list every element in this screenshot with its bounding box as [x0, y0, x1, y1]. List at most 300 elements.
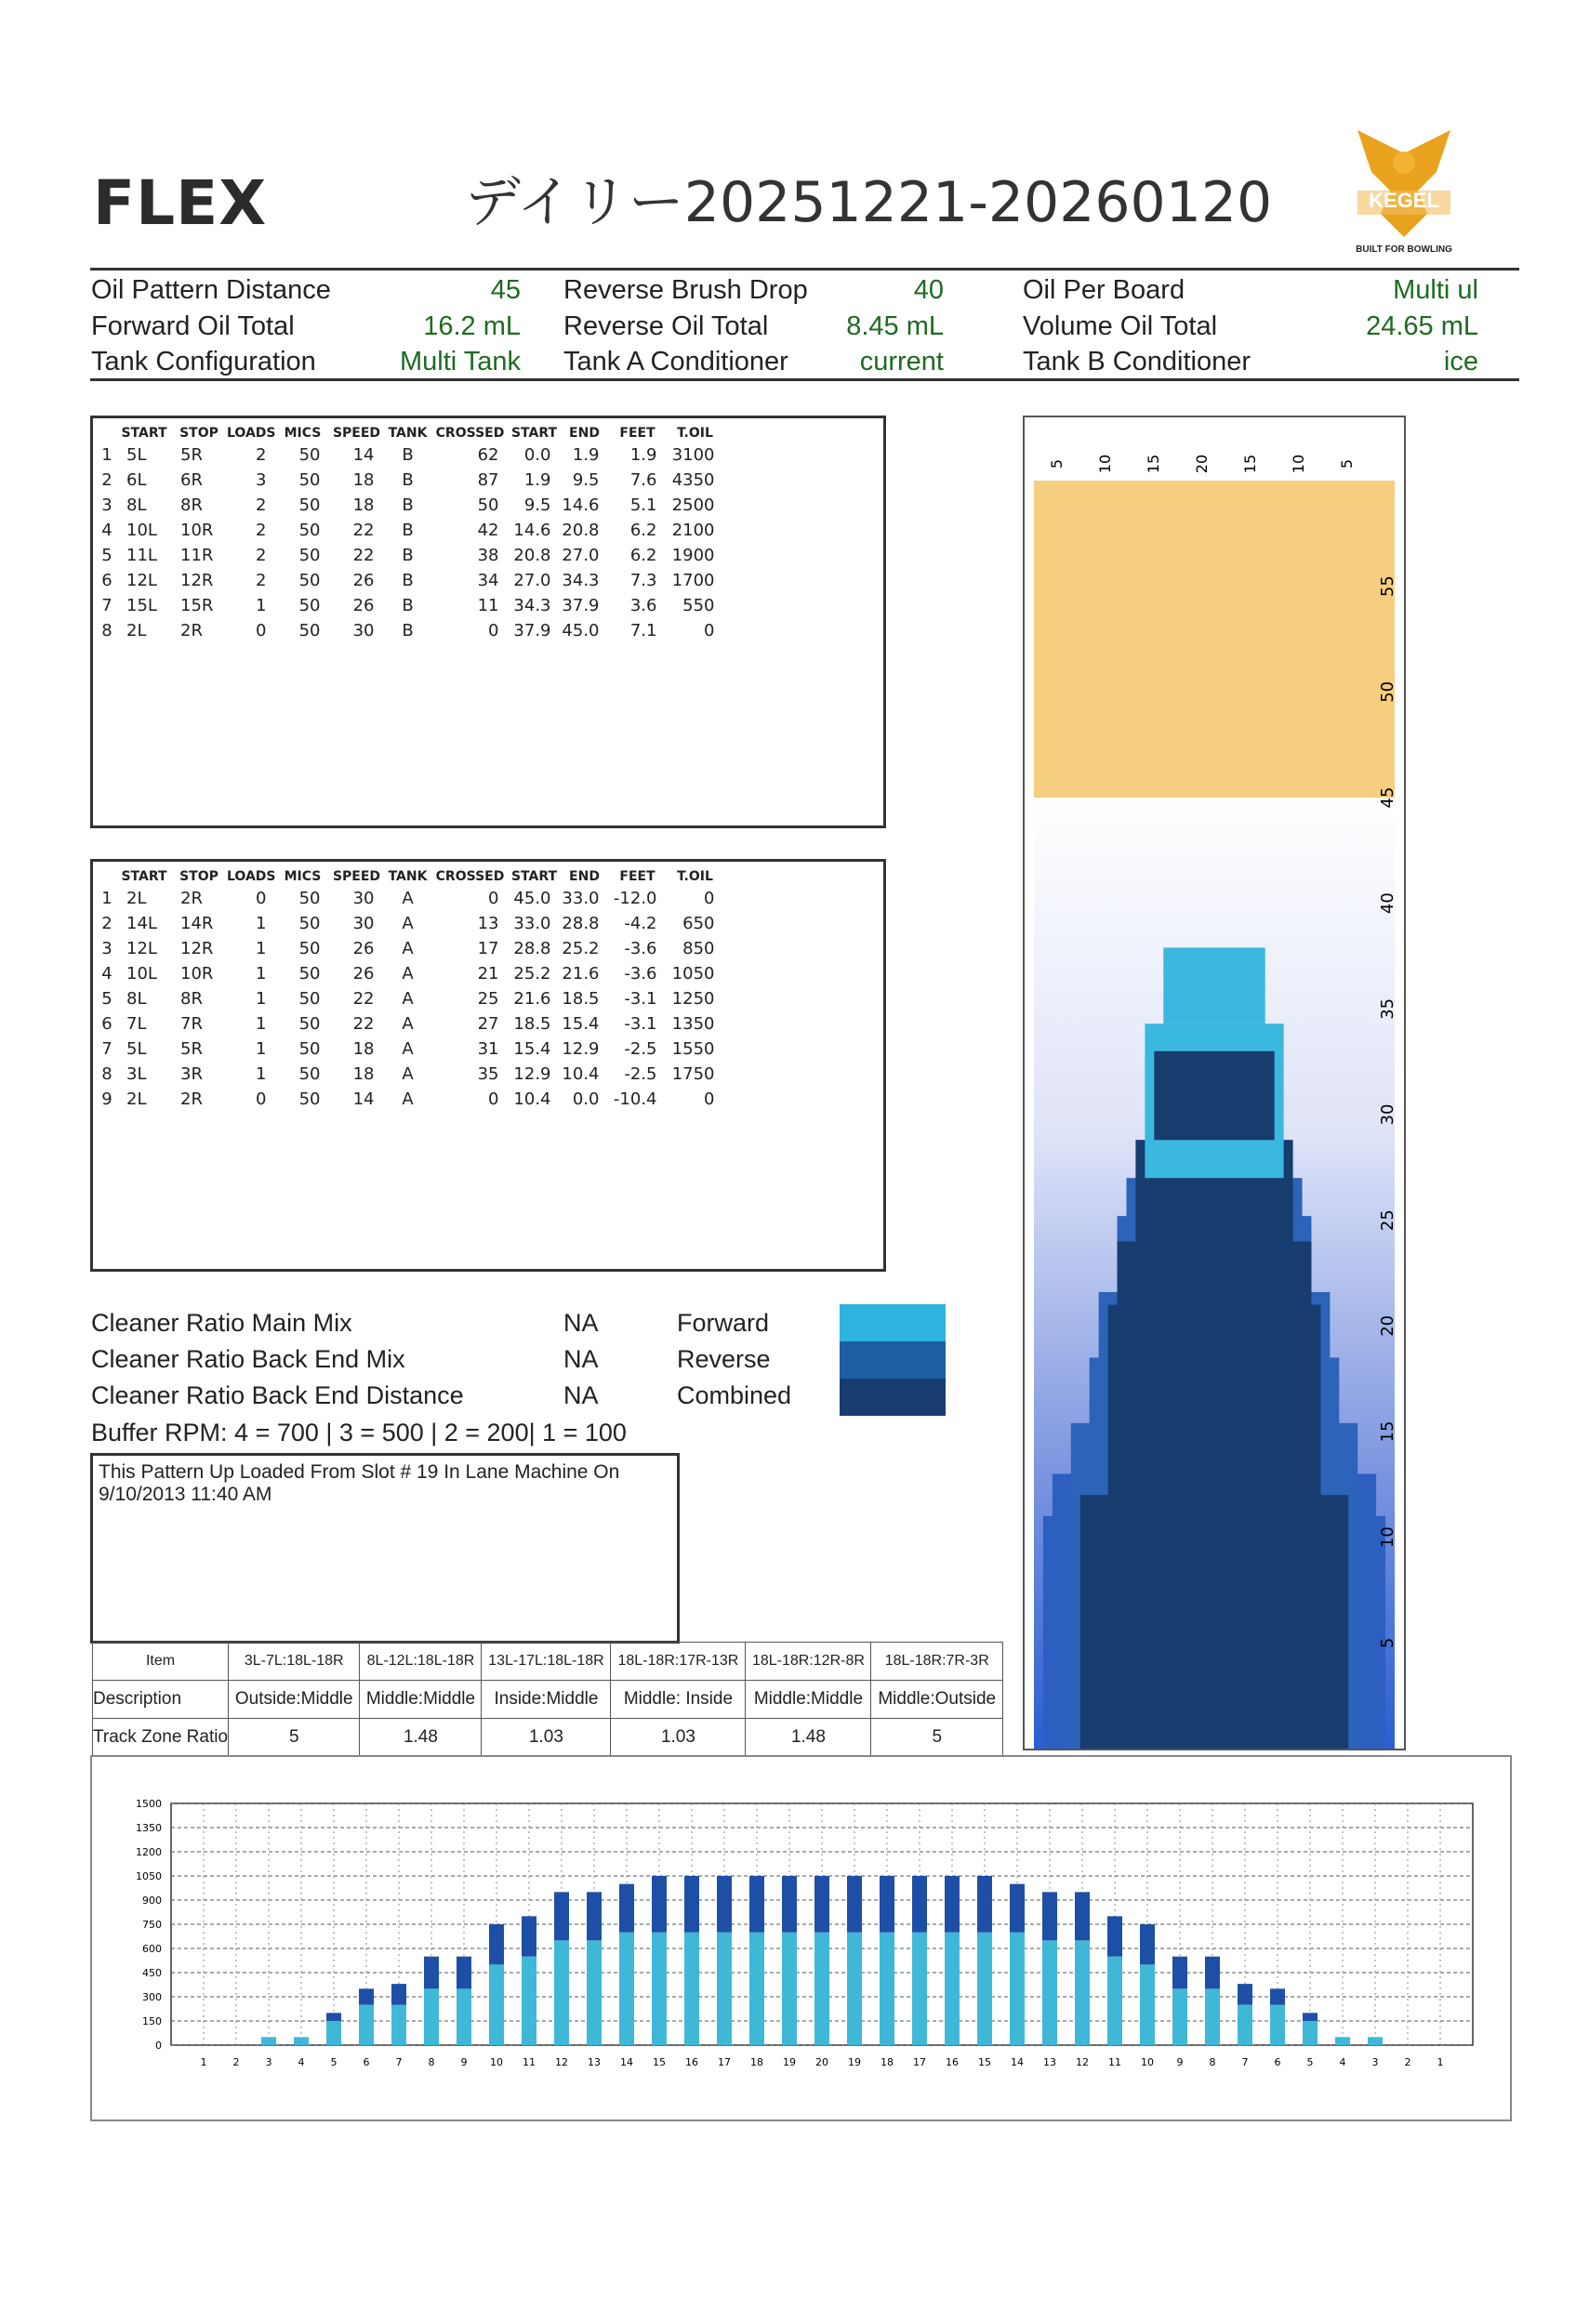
- table-cell: 50: [477, 495, 499, 515]
- bar-reverse: [977, 1876, 992, 1933]
- bar-forward: [261, 2037, 276, 2045]
- table-cell: A: [402, 989, 414, 1009]
- table-cell: 7R: [180, 1014, 203, 1034]
- column-header: T.OIL: [677, 869, 713, 884]
- table-cell: 1: [256, 964, 267, 984]
- bar-reverse: [522, 1916, 536, 1956]
- bar-forward: [1042, 1940, 1057, 2045]
- table-cell: 2: [256, 546, 267, 565]
- x-tick-label: 2: [232, 2056, 240, 2068]
- x-tick-label: 6: [1274, 2056, 1281, 2068]
- column-header: SPEED: [332, 426, 381, 441]
- table-cell: 42: [477, 521, 499, 540]
- table-cell: 10.4: [513, 1089, 551, 1109]
- table-cell: 50: [298, 596, 321, 615]
- table-cell: 45.0: [562, 621, 600, 640]
- table-cell: A: [402, 964, 414, 984]
- table-cell: 2: [256, 521, 267, 540]
- bar-reverse: [359, 1988, 374, 2004]
- distance-label: 50: [1378, 680, 1397, 703]
- track-zone-cell: 1.03: [611, 1719, 746, 1757]
- summary-label: Forward Oil Total: [91, 311, 295, 341]
- kegel-logo-text: KEGEL: [1369, 189, 1439, 212]
- bar-forward: [1238, 2005, 1252, 2045]
- table-cell: 2R: [180, 621, 203, 640]
- distance-label: 55: [1378, 575, 1397, 598]
- table-cell: 26: [352, 571, 375, 590]
- bar-reverse: [1010, 1884, 1025, 1933]
- table-cell: 2500: [671, 495, 715, 515]
- table-cell: 5: [101, 989, 113, 1009]
- bar-reverse: [1140, 1924, 1155, 1964]
- table-cell: 21: [477, 964, 499, 984]
- table-cell: 25: [477, 989, 499, 1009]
- table-cell: 30: [352, 621, 375, 640]
- column-header: START: [121, 869, 167, 884]
- distance-label: 30: [1378, 1103, 1397, 1126]
- bar-reverse: [1270, 1988, 1285, 2004]
- table-cell: 20.8: [513, 546, 551, 565]
- bar-reverse: [1075, 1892, 1090, 1940]
- table-row: [97, 961, 724, 986]
- cleaner-label: Cleaner Ratio Back End Distance: [91, 1381, 464, 1409]
- table-cell: 37.9: [562, 596, 600, 615]
- column-header: START: [510, 869, 558, 884]
- legend-label-forward: Forward: [677, 1309, 770, 1337]
- bar-reverse: [554, 1892, 569, 1940]
- table-cell: 22: [352, 1014, 375, 1034]
- track-zone-cell: Middle:Middle: [746, 1681, 871, 1719]
- summary-value: 45: [490, 275, 521, 305]
- bar-forward: [1107, 1957, 1122, 2045]
- table-row: [97, 593, 724, 618]
- table-row: [97, 1062, 724, 1087]
- board-number: 15: [1241, 454, 1259, 474]
- bar-reverse: [1303, 2013, 1318, 2021]
- table-cell: 5L: [126, 1039, 147, 1059]
- table-cell: B: [402, 495, 414, 515]
- table-cell: 0.0: [523, 445, 551, 465]
- table-cell: 2L: [126, 1089, 147, 1109]
- bar-reverse: [847, 1876, 862, 1933]
- table-cell: 7.6: [629, 470, 657, 490]
- table-cell: 1050: [671, 964, 715, 984]
- table-cell: 7L: [126, 1014, 147, 1034]
- table-cell: 87: [477, 470, 499, 490]
- bar-forward: [977, 1933, 992, 2045]
- column-header: CROSSED: [435, 869, 505, 884]
- summary-value: Multi Tank: [399, 347, 521, 376]
- table-cell: 33.0: [513, 914, 551, 933]
- x-tick-label: 13: [588, 2056, 601, 2068]
- track-zone-cell: Middle: Inside: [611, 1681, 746, 1719]
- table-cell: 50: [298, 521, 321, 540]
- table-cell: 8R: [180, 495, 203, 515]
- table-cell: 14.6: [562, 495, 600, 515]
- x-tick-label: 3: [1371, 2056, 1379, 2068]
- summary-label: Reverse Oil Total: [563, 311, 769, 341]
- table-cell: 1: [256, 1039, 267, 1059]
- table-cell: 14.6: [513, 521, 551, 540]
- track-zone-cell: Middle:Outside: [871, 1681, 1003, 1719]
- bar-reverse: [1205, 1957, 1220, 1989]
- table-cell: 13: [477, 914, 499, 933]
- summary-label: Oil Pattern Distance: [91, 275, 331, 305]
- table-cell: B: [402, 596, 414, 615]
- bar-reverse: [880, 1876, 894, 1933]
- bar-forward: [1205, 1988, 1220, 2045]
- x-tick-label: 17: [718, 2056, 731, 2068]
- table-cell: 0: [256, 1089, 267, 1109]
- bar-forward: [814, 1933, 829, 2045]
- bar-forward: [847, 1933, 862, 2045]
- table-cell: 5L: [126, 445, 147, 465]
- column-header: SPEED: [332, 869, 381, 884]
- track-zone-cell: 18L-18R:7R-3R: [871, 1643, 1003, 1681]
- lane-oil-graphic: [1025, 417, 1404, 1749]
- table-row: [97, 1087, 724, 1112]
- x-tick-label: 1: [1437, 2056, 1444, 2068]
- bar-forward: [554, 1940, 569, 2045]
- x-tick-label: 20: [815, 2056, 828, 2068]
- table-cell: 2R: [180, 1089, 203, 1109]
- y-tick-label: 450: [142, 1967, 162, 1979]
- bar-reverse: [1172, 1957, 1187, 1989]
- column-header: END: [569, 869, 600, 884]
- track-zone-cell: Track Zone Ratio: [93, 1719, 229, 1757]
- column-header: TANK: [388, 869, 428, 884]
- table-cell: 20.8: [562, 521, 600, 540]
- table-cell: 10L: [126, 521, 157, 540]
- table-cell: 10R: [180, 964, 214, 984]
- distance-label: 5: [1378, 1637, 1397, 1649]
- table-cell: 2: [101, 470, 113, 490]
- table-cell: 26: [352, 939, 375, 958]
- table-cell: 34.3: [562, 571, 600, 590]
- table-cell: B: [402, 571, 414, 590]
- reverse-table-grid: [97, 867, 724, 1112]
- table-cell: 18: [352, 470, 375, 490]
- bar-forward: [1172, 1988, 1187, 2045]
- bar-forward: [1270, 2005, 1285, 2045]
- table-cell: 50: [298, 1089, 321, 1109]
- table-cell: 1.9: [572, 445, 600, 465]
- table-row: [97, 618, 724, 643]
- x-tick-label: 5: [330, 2056, 338, 2068]
- x-tick-label: 12: [555, 2056, 568, 2068]
- track-zone-cell: Item: [93, 1643, 229, 1681]
- track-zone-cell: 18L-18R:17R-13R: [611, 1643, 746, 1681]
- table-cell: 6.2: [629, 521, 657, 540]
- bar-forward: [912, 1933, 927, 2045]
- table-cell: 30: [352, 914, 375, 933]
- y-tick-label: 1050: [136, 1870, 162, 1882]
- bar-forward: [489, 1964, 504, 2045]
- table-cell: 1: [256, 939, 267, 958]
- table-cell: 18.5: [562, 989, 600, 1009]
- table-cell: 27: [477, 1014, 499, 1034]
- table-cell: 0: [256, 621, 267, 640]
- table-cell: B: [402, 470, 414, 490]
- table-cell: -2.5: [624, 1039, 657, 1059]
- kegel-tagline: BUILT FOR BOWLING: [1356, 244, 1452, 255]
- table-cell: 4350: [671, 470, 715, 490]
- distance-label: 45: [1378, 786, 1397, 809]
- bar-forward: [880, 1933, 894, 2045]
- table-cell: 50: [298, 1039, 321, 1059]
- summary-value: 8.45 mL: [846, 311, 944, 341]
- summary-value: 24.65 mL: [1366, 311, 1478, 341]
- track-zone-cell: 8L-12L:18L-18R: [360, 1643, 482, 1681]
- table-cell: 8: [101, 1064, 113, 1084]
- table-row: [97, 911, 724, 936]
- y-tick-label: 0: [155, 2040, 162, 2052]
- table-cell: 550: [682, 596, 715, 615]
- table-cell: 33.0: [562, 889, 600, 908]
- bar-forward: [1010, 1933, 1025, 2045]
- table-cell: A: [402, 1089, 414, 1109]
- legend-label-combined: Combined: [677, 1381, 792, 1409]
- summary-value: current: [859, 347, 944, 376]
- cleaner-value: NA: [563, 1381, 599, 1409]
- x-tick-label: 8: [428, 2056, 435, 2068]
- bar-reverse: [391, 1984, 406, 2005]
- table-cell: 50: [298, 989, 321, 1009]
- table-cell: 1900: [671, 546, 715, 565]
- bar-reverse: [326, 2013, 341, 2021]
- header-cell: [97, 424, 117, 442]
- table-row: [97, 986, 724, 1011]
- bar-reverse: [945, 1876, 960, 1933]
- table-cell: -4.2: [624, 914, 657, 933]
- flex-logo: FLEX: [93, 167, 268, 239]
- summary-label: Volume Oil Total: [1023, 311, 1218, 341]
- table-cell: 15.4: [513, 1039, 551, 1059]
- x-tick-label: 15: [978, 2056, 991, 2068]
- bar-forward: [587, 1940, 602, 2045]
- table-cell: 14: [352, 445, 375, 465]
- table-cell: -10.4: [613, 1089, 657, 1109]
- forward-pass-table: [90, 416, 886, 828]
- table-cell: 26: [352, 596, 375, 615]
- table-row: [97, 936, 724, 961]
- y-tick-label: 150: [142, 2015, 162, 2027]
- table-cell: 10L: [126, 964, 157, 984]
- table-cell: A: [402, 1039, 414, 1059]
- table-cell: -3.1: [624, 989, 657, 1009]
- table-cell: 7: [101, 596, 113, 615]
- track-zone-cell: Inside:Middle: [482, 1681, 611, 1719]
- bar-reverse: [749, 1876, 764, 1933]
- table-cell: 1: [101, 445, 113, 465]
- track-zone-cell: Middle:Middle: [360, 1681, 482, 1719]
- y-tick-label: 900: [142, 1895, 162, 1907]
- table-cell: 45.0: [513, 889, 551, 908]
- table-cell: 0: [256, 889, 267, 908]
- column-header: MICS: [284, 869, 322, 884]
- table-cell: 11: [477, 596, 499, 615]
- x-tick-label: 9: [1176, 2056, 1184, 2068]
- forward-table-grid: [97, 424, 724, 643]
- table-row: [97, 568, 724, 593]
- table-cell: 14R: [180, 914, 214, 933]
- board-number: 15: [1145, 454, 1162, 474]
- table-cell: 3: [101, 495, 113, 515]
- table-cell: 21.6: [562, 964, 600, 984]
- distance-label: 25: [1378, 1209, 1397, 1232]
- bar-forward: [1303, 2021, 1318, 2045]
- lane-graphic: [1023, 416, 1406, 1750]
- table-cell: A: [402, 914, 414, 933]
- table-row: [97, 886, 724, 911]
- summary-value: 40: [913, 275, 944, 305]
- table-cell: 8L: [126, 495, 147, 515]
- table-cell: 1750: [671, 1064, 715, 1084]
- table-cell: 4: [101, 521, 113, 540]
- table-cell: 7.1: [629, 621, 657, 640]
- table-cell: 50: [298, 495, 321, 515]
- table-cell: 3100: [671, 445, 715, 465]
- bar-forward: [1140, 1964, 1155, 2045]
- table-cell: B: [402, 546, 414, 565]
- table-cell: 6: [101, 1014, 113, 1034]
- bar-reverse: [814, 1876, 829, 1933]
- table-cell: -3.6: [624, 939, 657, 958]
- table-cell: 7: [101, 1039, 113, 1059]
- x-tick-label: 11: [523, 2056, 536, 2068]
- bar-chart-svg: [92, 1757, 1510, 2119]
- table-cell: 22: [352, 521, 375, 540]
- table-cell: 12R: [180, 571, 214, 590]
- table-cell: 38: [477, 546, 499, 565]
- table-cell: 2100: [671, 521, 715, 540]
- table-cell: 5R: [180, 445, 203, 465]
- x-tick-label: 9: [460, 2056, 468, 2068]
- track-zone-cell: Description: [93, 1681, 229, 1719]
- table-cell: 6L: [126, 470, 147, 490]
- reverse-pass-table: [90, 859, 886, 1272]
- bar-forward: [326, 2021, 341, 2045]
- table-cell: 2: [101, 914, 113, 933]
- track-zone-cell: 5: [229, 1719, 360, 1757]
- board-number: 5: [1338, 458, 1356, 469]
- y-tick-label: 750: [142, 1919, 162, 1931]
- bar-forward: [684, 1933, 699, 2045]
- summary-label: Tank Configuration: [91, 347, 316, 376]
- table-cell: 5R: [180, 1039, 203, 1059]
- table-cell: 50: [298, 1064, 321, 1084]
- x-tick-label: 18: [881, 2056, 894, 2068]
- legend-swatch-forward: [840, 1304, 946, 1341]
- table-cell: 18: [352, 495, 375, 515]
- table-cell: 4: [101, 964, 113, 984]
- summary-value: 16.2 mL: [423, 311, 521, 341]
- table-cell: 22: [352, 989, 375, 1009]
- x-tick-label: 14: [620, 2056, 633, 2068]
- y-tick-label: 600: [142, 1943, 162, 1955]
- distance-label: 40: [1378, 892, 1397, 915]
- x-tick-label: 11: [1108, 2056, 1121, 2068]
- track-zone-cell: 5: [871, 1719, 1003, 1757]
- table-cell: 10R: [180, 521, 214, 540]
- track-zone-cell: 1.48: [360, 1719, 482, 1757]
- table-cell: 5: [101, 546, 113, 565]
- table-cell: A: [402, 889, 414, 908]
- x-tick-label: 7: [1241, 2056, 1249, 2068]
- table-cell: 2: [256, 445, 267, 465]
- bar-forward: [652, 1933, 667, 2045]
- x-tick-label: 14: [1011, 2056, 1024, 2068]
- table-cell: 14: [352, 1089, 375, 1109]
- x-tick-label: 4: [298, 2056, 305, 2068]
- header-cell: [97, 867, 117, 886]
- table-cell: 1700: [671, 571, 715, 590]
- table-cell: 31: [477, 1039, 499, 1059]
- table-cell: 15.4: [562, 1014, 600, 1034]
- table-cell: 50: [298, 621, 321, 640]
- cleaner-value: NA: [563, 1309, 599, 1337]
- table-cell: 50: [298, 1014, 321, 1034]
- header-rule-top: [90, 268, 1519, 271]
- forward-band: [1163, 947, 1265, 1023]
- board-number: 20: [1193, 454, 1211, 474]
- bar-reverse: [782, 1876, 797, 1933]
- track-zone-row: [93, 1719, 1003, 1757]
- y-tick-label: 300: [142, 1991, 162, 2003]
- table-cell: 1: [256, 989, 267, 1009]
- column-header: STOP: [179, 869, 218, 884]
- distance-label: 20: [1378, 1314, 1397, 1337]
- table-cell: 27.0: [513, 571, 551, 590]
- table-cell: 22: [352, 546, 375, 565]
- track-zone-row: [93, 1643, 1003, 1681]
- table-row: [97, 442, 724, 468]
- bar-forward: [619, 1933, 634, 2045]
- table-cell: 1550: [671, 1039, 715, 1059]
- x-tick-label: 10: [1141, 2056, 1154, 2068]
- bar-reverse: [1042, 1892, 1057, 1940]
- x-tick-label: 1: [200, 2056, 207, 2068]
- x-tick-label: 2: [1404, 2056, 1411, 2068]
- table-cell: 3: [256, 470, 267, 490]
- table-cell: 18: [352, 1064, 375, 1084]
- table-cell: 12.9: [562, 1039, 600, 1059]
- table-cell: -12.0: [613, 889, 657, 908]
- table-cell: B: [402, 521, 414, 540]
- table-cell: 6: [101, 571, 113, 590]
- table-cell: 15L: [126, 596, 157, 615]
- bar-reverse: [1238, 1984, 1252, 2005]
- bar-reverse: [652, 1876, 667, 1933]
- table-cell: 11R: [180, 546, 214, 565]
- table-cell: 9.5: [523, 495, 551, 515]
- oil-board-chart: [90, 1755, 1512, 2121]
- bar-reverse: [1107, 1916, 1122, 1956]
- table-cell: 25.2: [562, 939, 600, 958]
- table-cell: 6R: [180, 470, 203, 490]
- table-row: [97, 493, 724, 518]
- table-cell: 8L: [126, 989, 147, 1009]
- table-cell: 1: [256, 1064, 267, 1084]
- table-cell: 0: [704, 889, 715, 908]
- table-cell: A: [402, 1064, 414, 1084]
- table-cell: 50: [298, 964, 321, 984]
- summary-value: Multi ul: [1393, 275, 1478, 305]
- table-cell: 5.1: [629, 495, 657, 515]
- table-cell: 9.5: [572, 470, 600, 490]
- bar-forward: [457, 1988, 471, 2045]
- column-header: START: [510, 426, 558, 441]
